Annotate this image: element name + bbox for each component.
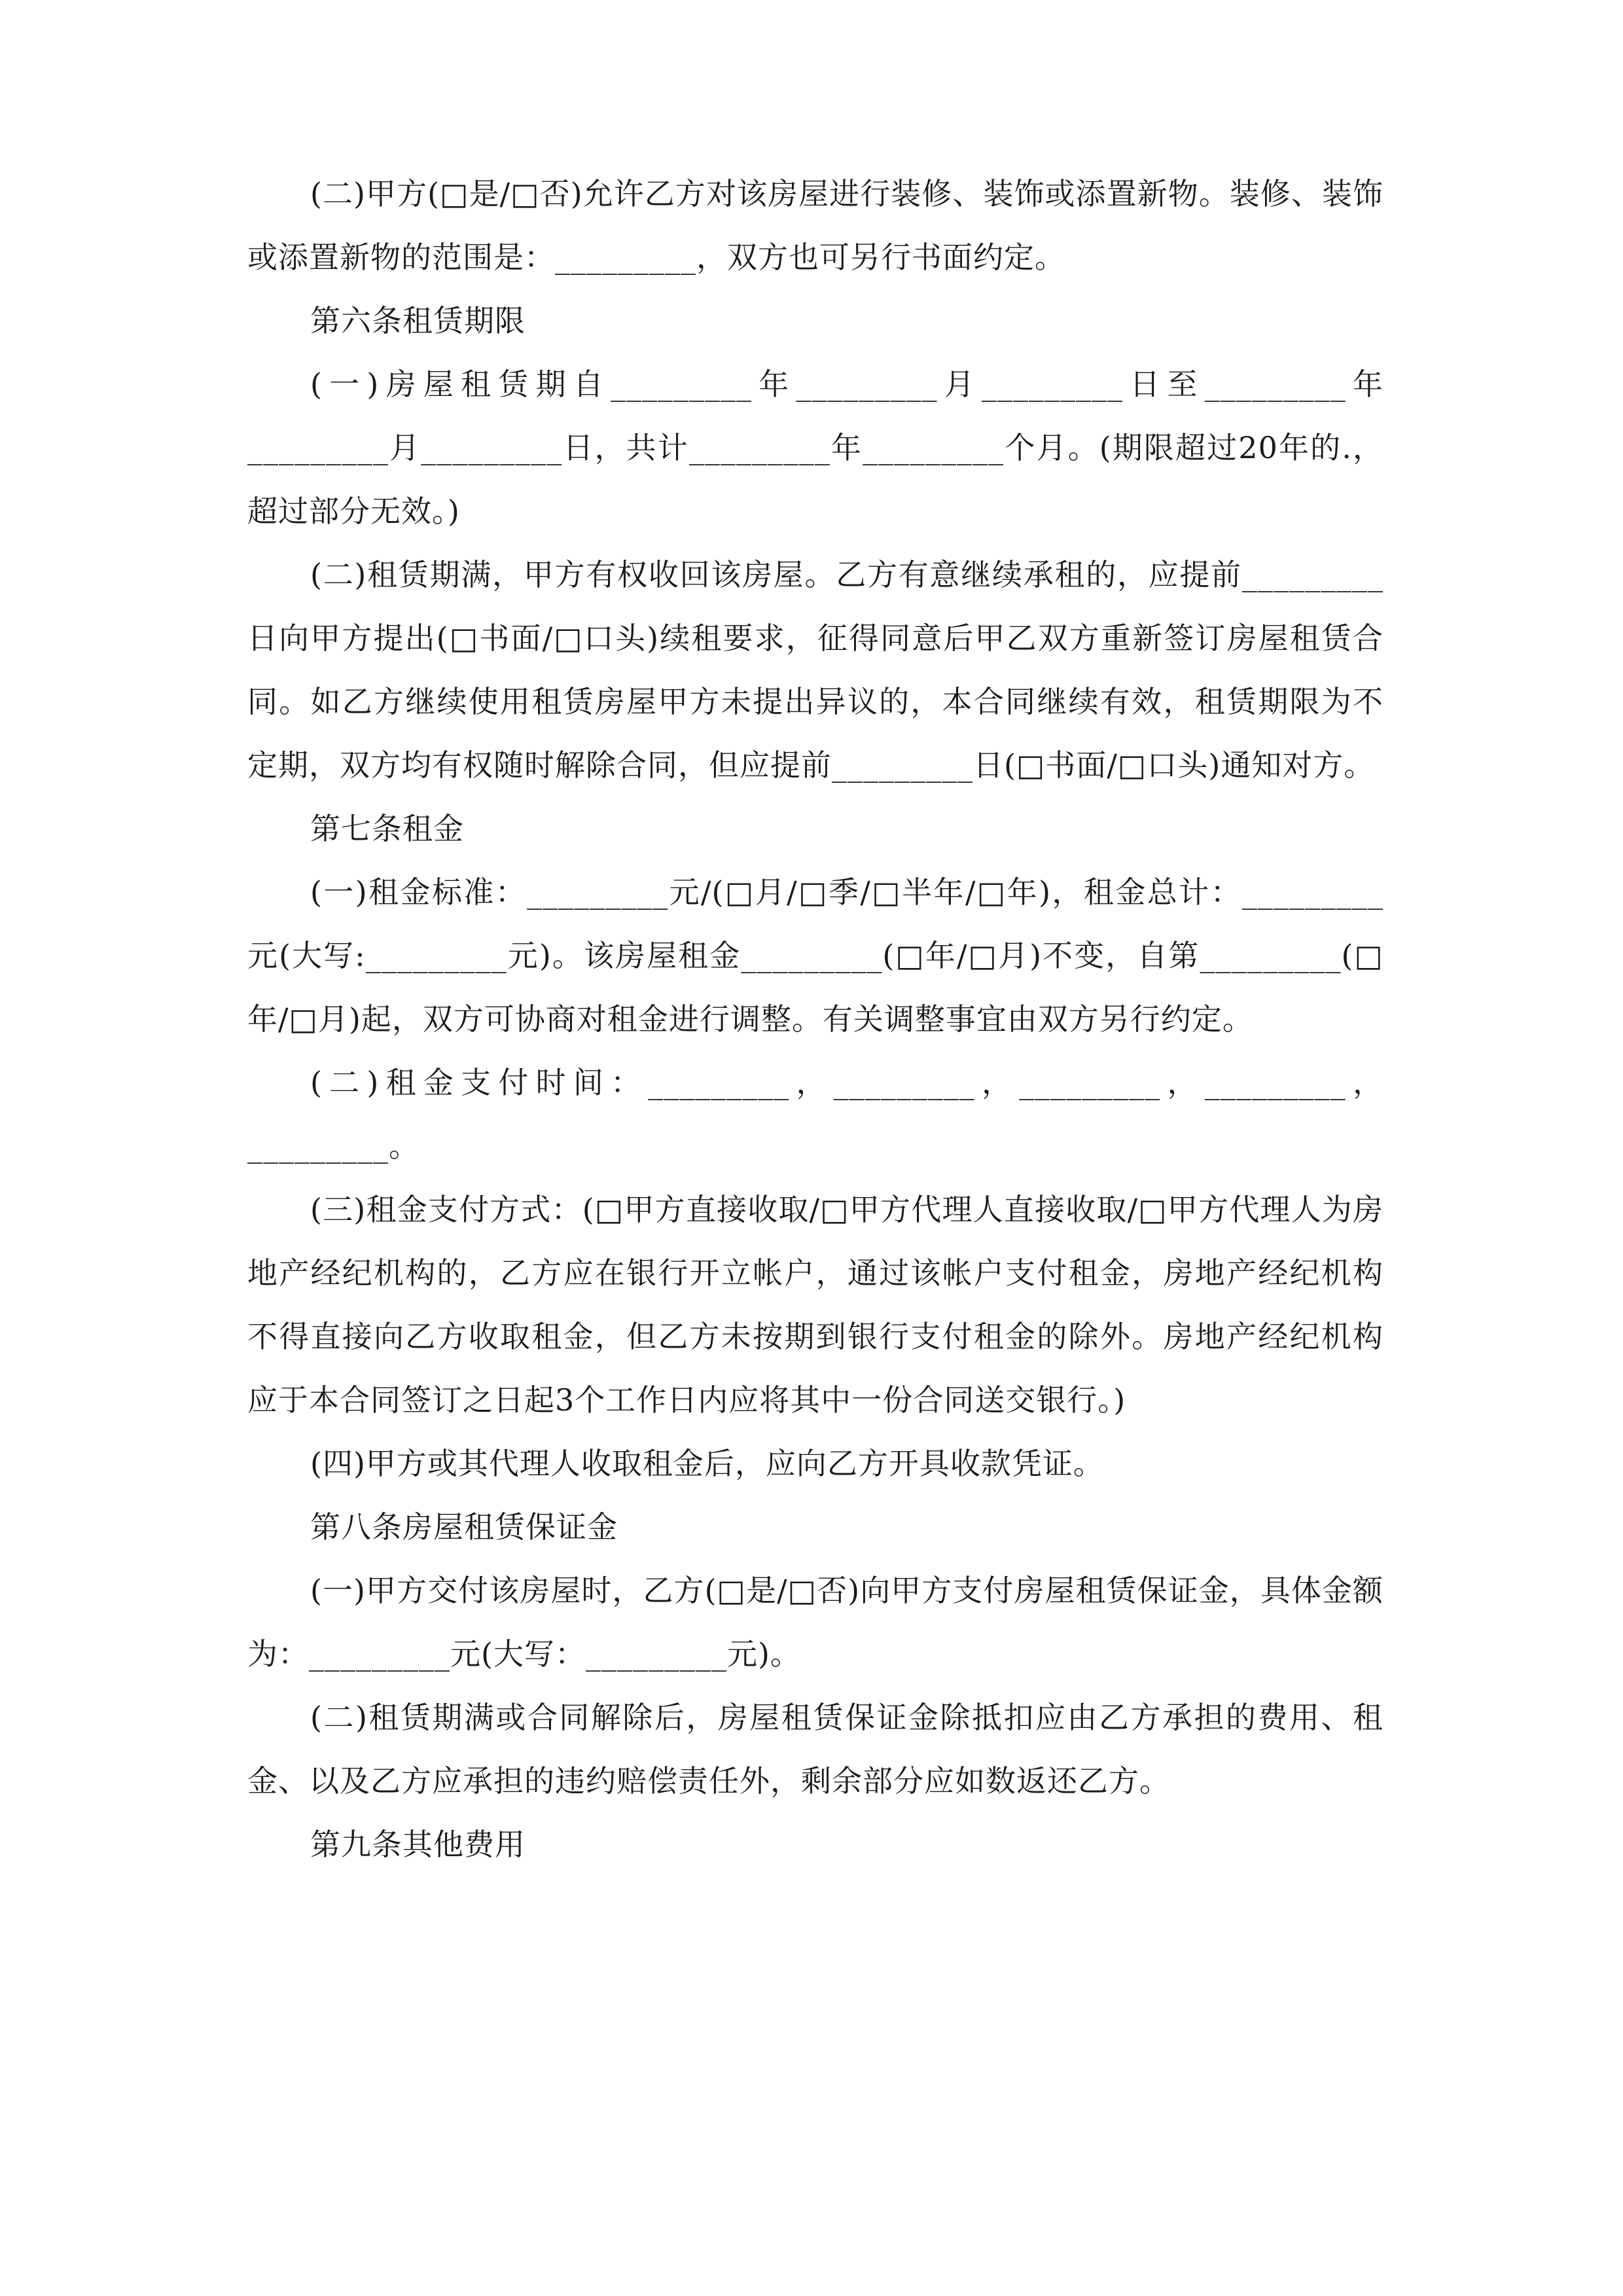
clause-8-2-paragraph: (二)租赁期满或合同解除后，房屋租赁保证金除抵扣应由乙方承担的费用、租金、以及乙方应承担的违约赔偿责任外，剩余部分应如数返还乙方。 [247,1700,1383,1799]
article-6-heading: 第六条租赁期限 [310,303,526,338]
article-7-heading: 第七条租金 [310,811,464,846]
clause-6-2-paragraph: (二)租赁期满，甲方有权收回该房屋。乙方有意继续承租的，应提前_________日向甲方提出(□书面/□口头)续租要求，征得同意后甲乙双方重新签订房屋租赁合同。如乙方继续使用租赁房屋甲方未提出异议的，本合同继续有效，租赁期限为不定期，双方均有权随时解除合同，但应提前_________日(□书面/□口头)通知对方。 [247,557,1383,783]
article-8-heading: 第八条房屋租赁保证金 [310,1509,618,1545]
clause-7-4-paragraph: (四)甲方或其代理人收取租金后，应向乙方开具收款凭证。 [310,1446,1104,1481]
document-body [247,162,1383,1876]
clause-7-1-paragraph: (一)租金标准：_________元/(□月/□季/□半年/□年)，租金总计：_________元(大写:_________元)。该房屋租金_________(□年/□月)不变，自第_________(□年/□月)起，双方可协商对租金进行调整。有关调整事宜由双方另行约定。 [247,874,1383,1037]
article-9-heading: 第九条其他费用 [310,1827,526,1862]
clause-6-1-paragraph: (一)房屋租赁期自_________年_________月_________日至_________年_________月_________日，共计_________年_________个月。(期限超过20年的.，超过部分无效。) [247,367,1383,529]
clause-5-2-paragraph: (二)甲方(□是/□否)允许乙方对该房屋进行装修、装饰或添置新物。装修、装饰或添置新物的范围是：_________，双方也可另行书面约定。 [247,176,1383,275]
clause-7-2-paragraph: (二)租金支付时间：_________，_________，_________，_________，_________。 [247,1065,1383,1164]
clause-7-3-paragraph: (三)租金支付方式：(□甲方直接收取/□甲方代理人直接收取/□甲方代理人为房地产经纪机构的，乙方应在银行开立帐户，通过该帐户支付租金，房地产经纪机构不得直接向乙方收取租金，但乙方未按期到银行支付租金的除外。房地产经纪机构应于本合同签订之日起3个工作日内应将其中一份合同送交银行。) [247,1192,1383,1418]
clause-8-1-paragraph: (一)甲方交付该房屋时，乙方(□是/□否)向甲方支付房屋租赁保证金，具体金额为：_________元(大写：_________元)。 [247,1573,1383,1672]
